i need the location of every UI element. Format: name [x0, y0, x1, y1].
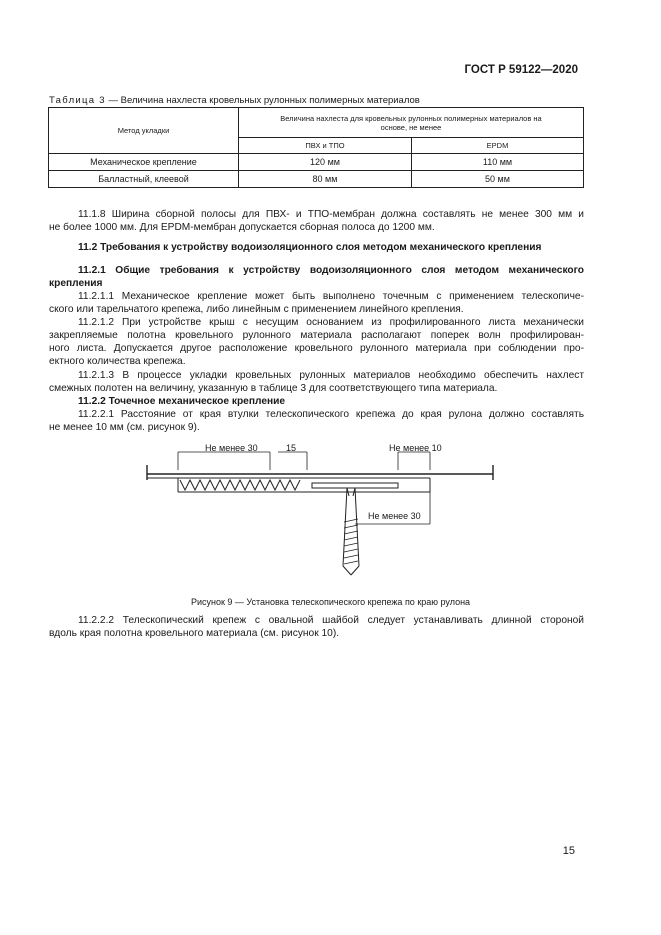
figure-9-drawing: [0, 440, 661, 590]
table-caption-prefix: Таблица 3: [49, 95, 106, 106]
text-line: ского или тарельчатого крепежа, либо линейным с применением линейного крепления.: [49, 304, 464, 315]
document-code: ГОСТ Р 59122—2020: [464, 64, 578, 76]
paragraph-11-1-8: [49, 208, 584, 234]
cell-epdm: 110 мм: [412, 154, 584, 171]
weld-zigzag: [180, 480, 300, 490]
dim-label-min30-top: Не менее 30: [205, 443, 258, 453]
text-line: 11.2.2.1 Расстояние от края втулки телескопического крепежа до края рулона должно составлять: [78, 409, 584, 420]
header-epdm: EPDM: [412, 138, 584, 154]
text-line: 11.1.8 Ширина сборной полосы для ПВХ- и ТПО-мембран должна составлять не менее 300 мм и: [78, 209, 584, 220]
table-caption: [49, 95, 420, 106]
figure-caption: Рисунок 9 — Установка телескопического крепежа по краю рулона: [190, 597, 471, 607]
text-line: 11.2.2.2 Телескопический крепеж с овальной шайбой следует устанавливать длинной стороной: [78, 615, 584, 626]
screw-right-edge: [355, 488, 359, 566]
cell-pvc: 120 мм: [239, 154, 412, 171]
cell-method: Балластный, клеевой: [49, 171, 239, 188]
paragraph-11-2-1-3: [49, 369, 584, 395]
dim-label-min10: Не менее 10: [389, 443, 442, 453]
dim-label-min30-side: Не менее 30: [368, 511, 421, 521]
header-overlap-line1: Величина нахлеста для кровельных рулонных полимерных материалов на: [280, 113, 542, 123]
cell-pvc: 80 мм: [239, 171, 412, 188]
dim-label-15: 15: [286, 443, 297, 453]
header-overlap-line2: основе, не менее: [380, 122, 442, 132]
header-overlap: [239, 108, 584, 138]
screw-tip-right: [351, 566, 359, 575]
table-row: [49, 154, 584, 171]
text-line: крепления: [49, 278, 103, 289]
text-line: 11.2.2 Точечное механическое крепление: [78, 396, 286, 407]
screw-left-edge: [343, 488, 347, 566]
screw-thread: [344, 519, 358, 564]
header-pvc: ПВХ и ТПО: [239, 138, 412, 154]
overlap-table: [48, 107, 584, 188]
text-line: вдоль края полотна кровельного материала (см. рисунок 10).: [49, 628, 340, 639]
text-line: 11.2.1.1 Механическое крепление может быть выполнено точечным с применением телескопиче-: [78, 291, 584, 302]
paragraph-11-2-2-2: [49, 614, 584, 640]
page-number: 15: [562, 845, 575, 857]
paragraph-11-2-1-1: [49, 290, 584, 316]
header-method: Метод укладки: [49, 108, 239, 154]
text-line: не более 1000 мм. Для EPDM-мембран допускается сборная полоса до 1200 мм.: [49, 222, 435, 233]
text-line: закрепляемые полотна кровельного рулонного материала располагают поперек волн профилирован-: [49, 330, 584, 341]
table-row: [49, 171, 584, 188]
heading-11-2-1: [49, 264, 584, 290]
text-line: 11.2.1 Общие требования к устройству водоизоляционного слоя методом механического: [78, 265, 584, 276]
cell-epdm: 50 мм: [412, 171, 584, 188]
text-line: ного листа. Допускается другое расположение кровельного рулонного материала при соблюдении про-: [49, 343, 584, 354]
paragraph-11-2-1-2: [49, 316, 584, 368]
fastener-washer: [312, 483, 398, 488]
text-line: 11.2 Требования к устройству водоизоляционного слоя методом механического крепления: [78, 242, 542, 253]
screw-tip-left: [343, 566, 351, 575]
text-line: 11.2.1.2 При устройстве крыш с несущим основанием из профилированного листа механически: [78, 317, 584, 328]
cell-method: Механическое крепление: [49, 154, 239, 171]
text-line: ектного количества крепежа.: [49, 356, 186, 367]
table-caption-title: — Величина нахлеста кровельных рулонных полимерных материалов: [105, 95, 420, 106]
text-line: смежных полотен на величину, указанную в таблице 3 для соответствующего типа материала.: [49, 383, 498, 394]
text-line: не менее 10 мм (см. рисунок 9).: [49, 422, 200, 433]
text-line: 11.2.1.3 В процессе укладки кровельных рулонных материалов необходимо обеспечить нахлест: [78, 370, 584, 381]
heading-11-2: [49, 241, 584, 254]
heading-11-2-2: [49, 395, 584, 408]
paragraph-11-2-2-1: [49, 408, 584, 434]
